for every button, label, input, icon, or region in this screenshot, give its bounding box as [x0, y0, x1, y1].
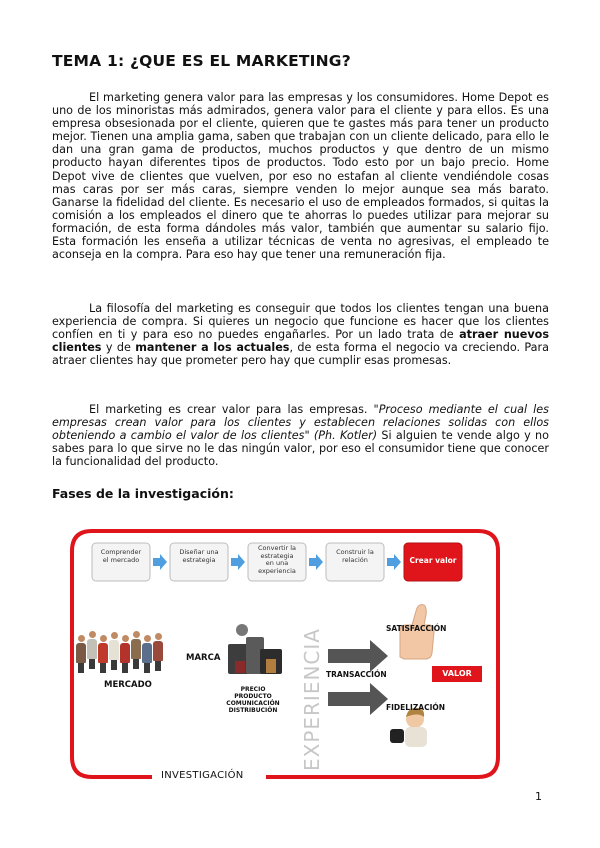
paragraph-3 — [52, 403, 549, 468]
experiencia-label: EXPERIENCIA — [300, 628, 324, 771]
step-3-line-1: Convertir la — [257, 544, 297, 552]
paragraph-2-text-a: La filosofía del marketing es conseguir que todos los clientes tengan una buena experiencia de compra. Si quieres un negocio que funcione es hacer que los clientes confíen en ti y para eso no puedes engañarles. Por un lado trata de — [52, 302, 549, 342]
step-label-2 — [170, 549, 228, 564]
paragraph-2-text-b: y de — [101, 341, 136, 355]
investigacion-label: INVESTIGACIÓN — [158, 770, 247, 781]
marca-product-f — [266, 659, 276, 673]
step-label-1 — [92, 549, 150, 564]
step-1-line-2: el mercado — [102, 555, 140, 564]
step-4-line-1: Construir la — [336, 548, 374, 556]
transaccion-arrow-bottom — [328, 683, 388, 715]
step-label-3 — [248, 545, 306, 575]
marca-sub-producto: PRODUCTO — [234, 693, 272, 700]
paragraph-2-bold-a: atraer nuevos clientes — [52, 328, 550, 355]
step-3-line-3: en una — [265, 559, 289, 568]
marca-label: MARCA — [186, 653, 221, 663]
marca-sublabels — [218, 686, 288, 714]
paragraph-3-quote: Proceso mediante el cual les empresas crean valor para los clientes y establecen relaciones solidas con ellos obteniendo a cambio el valor de los clientes" (Ph. Kotler) — [52, 403, 549, 443]
satisfaccion-label: SATISFACCIÓN — [386, 624, 447, 633]
child-body-image — [405, 727, 427, 747]
paragraph-2-bold-b: mantener a los actuales — [135, 341, 290, 355]
step-3-line-2: estrategia — [260, 551, 294, 560]
transaccion-arrow-top — [328, 640, 388, 672]
paragraph-2-text-c: , de esta forma el negocio va creciendo. Para atraer clientes hay que prometer pero hay que cumplir esas promesas. — [52, 341, 549, 368]
page-number: 1 — [535, 790, 542, 803]
step-label-final: Crear valor — [409, 556, 457, 565]
step-4-line-2: relación — [342, 555, 368, 564]
marca-product-e — [235, 661, 245, 673]
step-1-line-1: Comprender — [100, 548, 142, 556]
step-arrow-3 — [309, 554, 323, 570]
step-3-line-4: experiencia — [258, 566, 296, 575]
paragraph-2 — [52, 302, 549, 367]
marca-sub-precio: PRECIO — [240, 686, 266, 693]
paragraph-3-text-a: El marketing es crear valor para las empresas. " — [89, 403, 379, 416]
step-arrow-4 — [387, 554, 401, 570]
marca-sub-distribucion: DISTRIBUCIÓN — [228, 707, 278, 714]
mercado-people-image — [76, 621, 168, 673]
marketing-process-diagram — [70, 529, 500, 782]
transaccion-label: TRANSACCIÓN — [326, 670, 387, 679]
page-title: TEMA 1: ¿QUE ES EL MARKETING? — [52, 52, 351, 70]
marca-sub-comunicacion: COMUNICACIÓN — [226, 700, 280, 707]
mercado-label: MERCADO — [104, 680, 152, 690]
step-label-4 — [326, 549, 384, 564]
fidelizacion-label: FIDELIZACIÓN — [386, 703, 446, 712]
child-object-image — [390, 729, 404, 743]
valor-label: VALOR — [442, 669, 472, 678]
step-arrow-2 — [231, 554, 245, 570]
step-2-line-1: Diseñar una — [179, 548, 219, 556]
step-arrow-1 — [153, 554, 167, 570]
section-heading: Fases de la investigación: — [52, 486, 234, 501]
paragraph-3-text-b: Si alguien te vende algo y no sabes para lo que sirve no le das ningún valor, por eso el consumidor tiene que conocer la funcionalidad del producto. — [52, 429, 549, 469]
paragraph-1: El marketing genera valor para las empresas y los consumidores. Home Depot es uno de los minoristas más admirados, genera valor para el cliente y para ellos. Es una empresa obsesionada por el cliente, quieren que te gastes más para tener un producto mejor. Tienen una amplia gama, saben que trabajan con un cliente delicado, para ello le dan una gran gama de productos, muchos productos y que dentro de un mismo producto hayan diferentes tipos de productos. Todo esto por un bajo precio. Home Depot vive de clientes que vuelven, por eso no estafan al cliente vendiéndole cosas mas caras por ser más caras, siempre venden lo mejor aunque sea más barato. Ganarse la fidelidad del cliente. Es necesario el uso de empleados formados, si quitas la comisión a los empleados el dinero que te ahorras lo puedes utilizar para mejorar su formación, de esta forma dándoles más valor, también que aumentar su salario fijo. Esta formación les enseña a utilizar técnicas de venta no agresivas, el empleado te aconseja en la compra. Para eso hay que tener una remuneración fija. — [52, 91, 549, 262]
step-2-line-2: estrategia — [182, 555, 216, 564]
marca-product-d — [236, 624, 248, 636]
